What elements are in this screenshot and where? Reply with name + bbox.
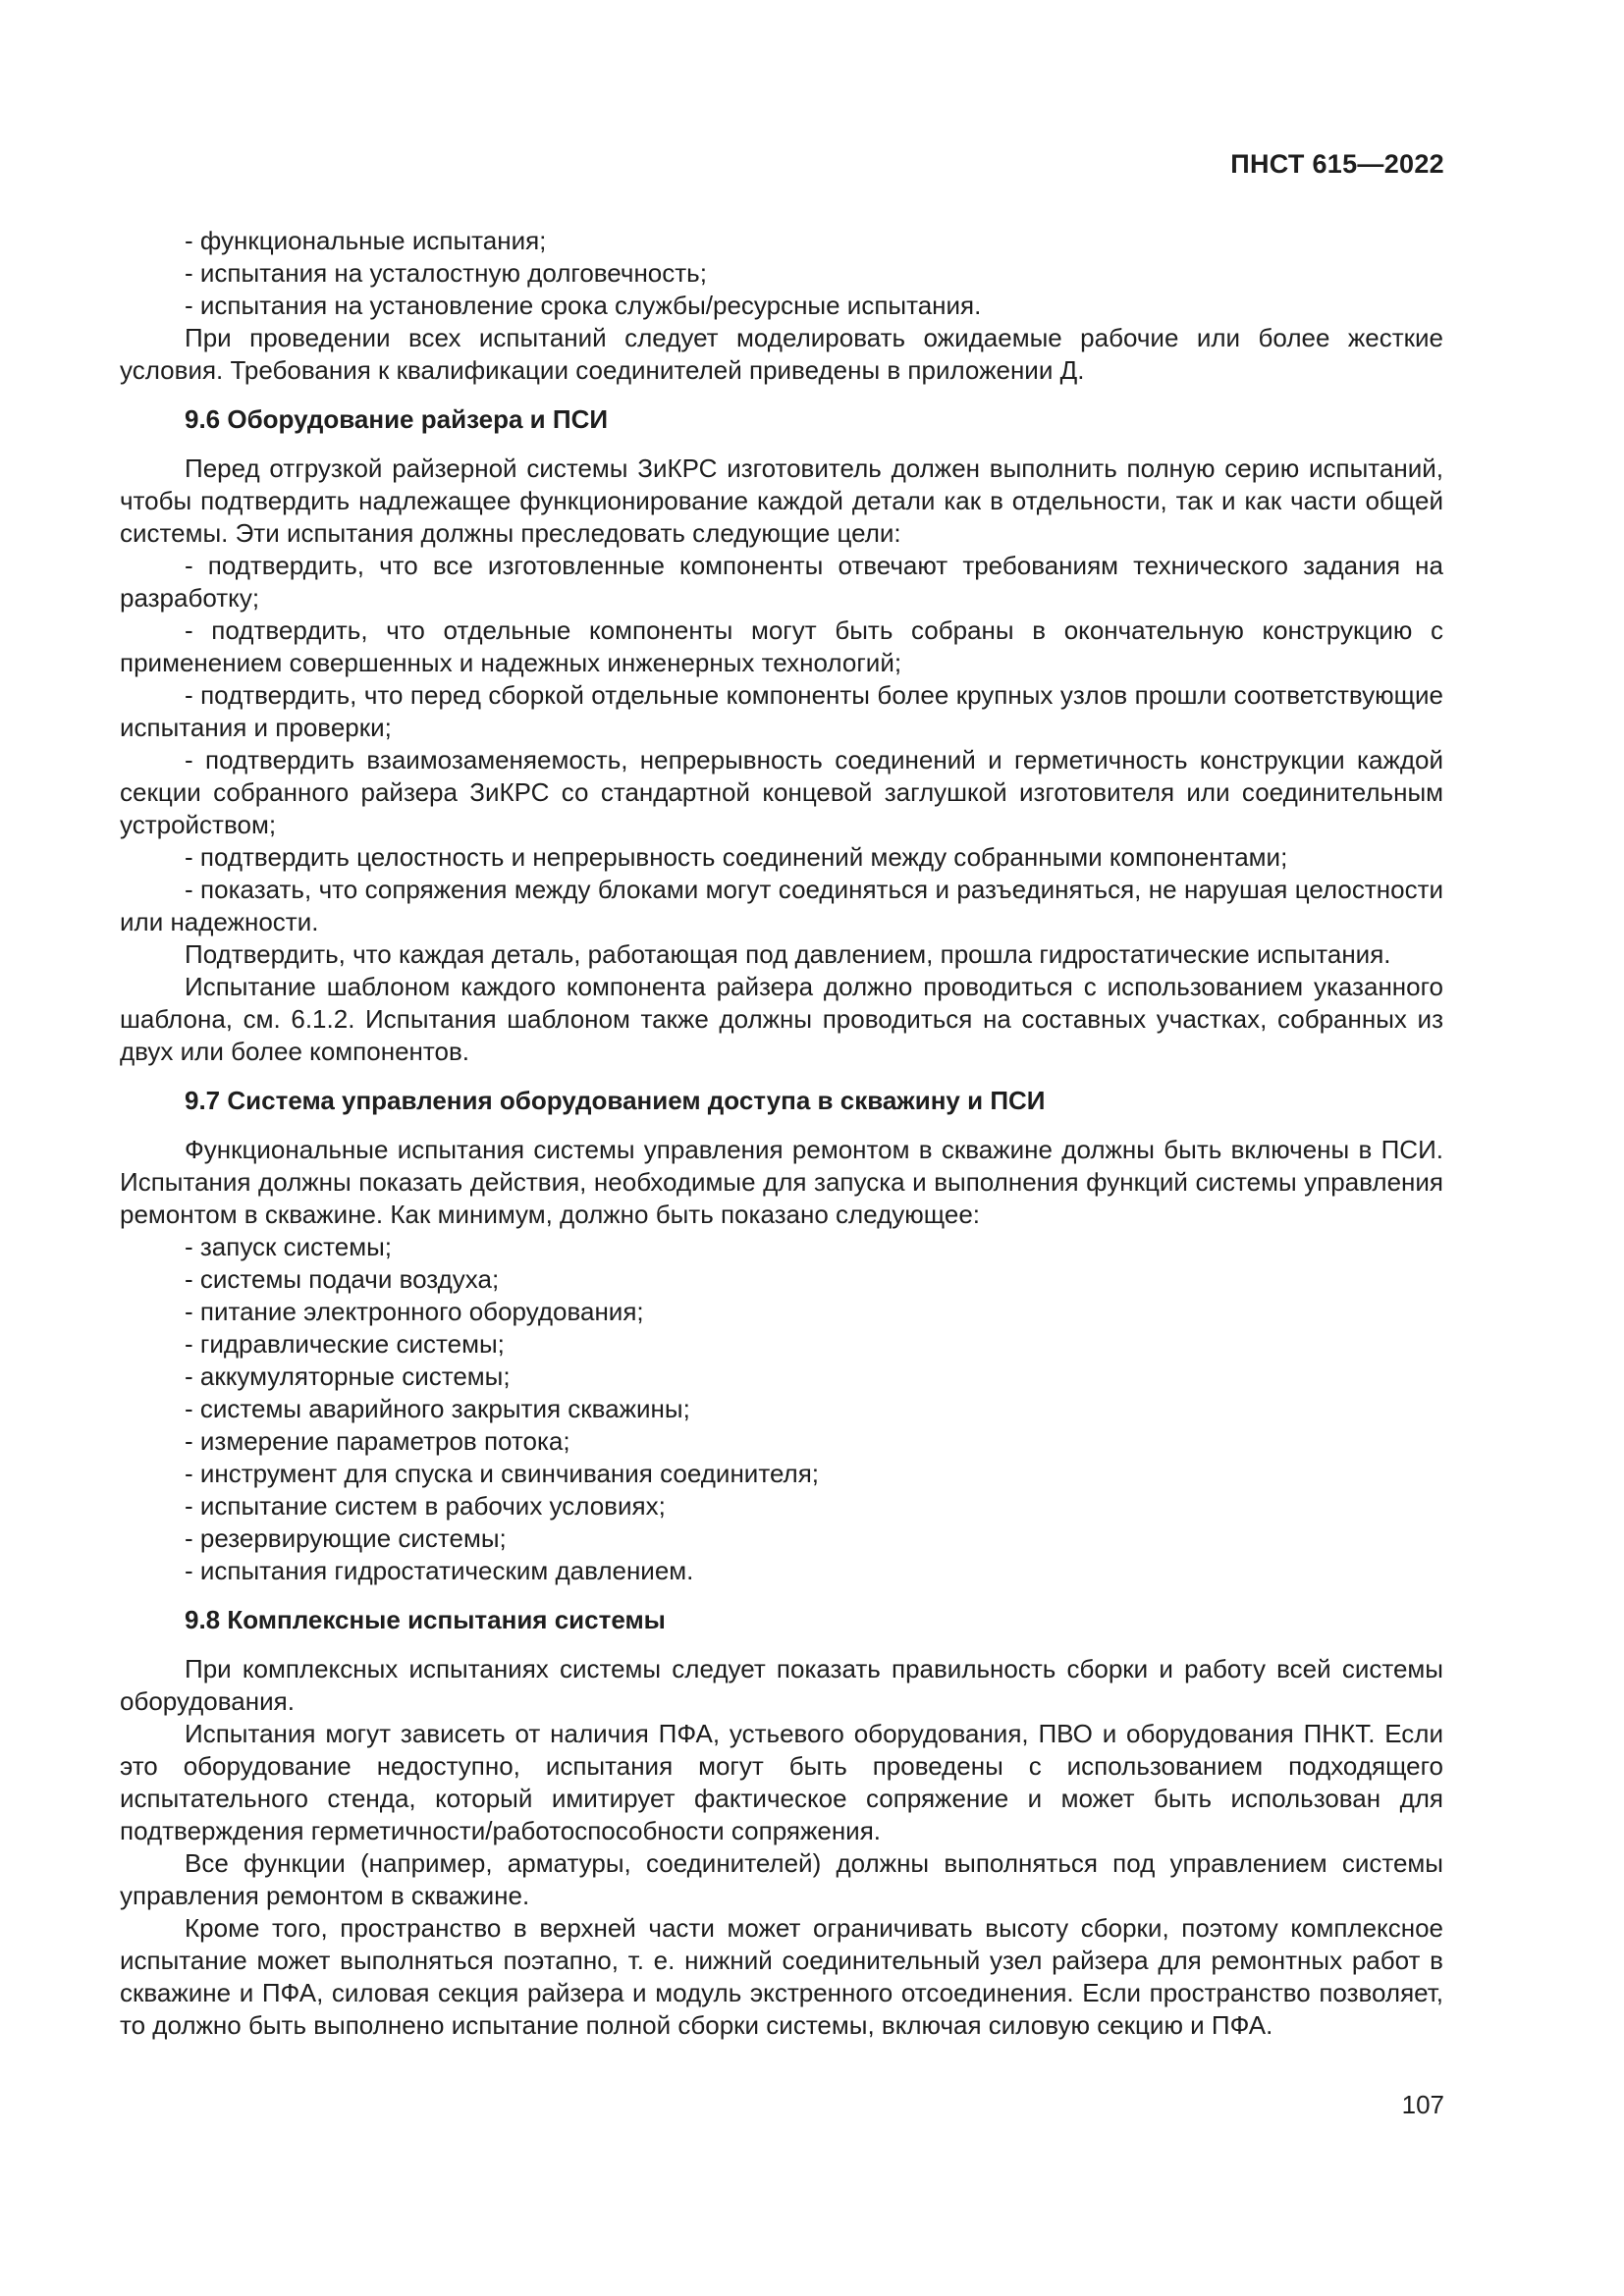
list-item: - резервирующие системы; [185,1523,507,1553]
paragraph: Подтвердить, что каждая деталь, работающая под давлением, прошла гидростатические испытания. [185,939,1391,969]
list-item: - измерение параметров потока; [185,1426,570,1456]
list-item: - показать, что сопряжения между блоками могут соединяться и разъединяться, не нарушая целостности или надежности. [120,875,1443,936]
list-item: - подтвердить, что перед сборкой отдельные компоненты более крупных узлов прошли соответствующие испытания и проверки; [120,680,1443,742]
list-item: - подтвердить, что отдельные компоненты могут быть собраны в окончательную конструкцию с применением совершенных и надежных инженерных технологий; [120,615,1443,677]
section-heading-9-7: 9.7 Система управления оборудованием доступа в скважину и ПСИ [185,1086,1046,1115]
paragraph: Перед отгрузкой райзерной системы ЗиКРС изготовитель должен выполнить полную серию испытаний, чтобы подтвердить надлежащее функционирование каждой детали как в отдельности, так и как части общей системы. Эти испытания должны преследовать следующие цели: [120,454,1443,548]
list-item: - системы аварийного закрытия скважины; [185,1394,690,1423]
list-item: - подтвердить, что все изготовленные компоненты отвечают требованиям технического задания на разработку; [120,551,1443,613]
list-item: - системы подачи воздуха; [185,1264,500,1294]
list-item: - испытания гидростатическим давлением. [185,1556,694,1585]
paragraph: При комплексных испытаниях системы следует показать правильность сборки и работу всей системы оборудования. [120,1654,1443,1716]
paragraph: Испытание шаблоном каждого компонента райзера должно проводиться с использованием указанного шаблона, см. 6.1.2. Испытания шаблоном также должны проводиться на составных участках, собранных из двух или более компонентов. [120,972,1443,1066]
list-item: - подтвердить целостность и непрерывность соединений между собранными компонентами; [185,842,1288,872]
page-number: 107 [1401,2090,1444,2119]
list-item: - функциональные испытания; [185,226,547,255]
document-id-header: ПНСТ 615—2022 [1230,149,1444,179]
paragraph: Все функции (например, арматуры, соединителей) должны выполняться под управлением системы управления ремонтом в скважине. [120,1848,1443,1910]
section-heading-9-6: 9.6 Оборудование райзера и ПСИ [185,404,609,434]
list-item: - питание электронного оборудования; [185,1297,644,1326]
section-heading-9-8: 9.8 Комплексные испытания системы [185,1605,666,1634]
paragraph: Кроме того, пространство в верхней части может ограничивать высоту сборки, поэтому комплексное испытание может выполняться поэтапно, т. е. нижний соединительный узел райзера для ремонтных работ в скважине и ПФА, силовая секция райзера и модуль экстренного отсоединения. Если пространство позволяет, то должно быть выполнено испытание полной сборки системы, включая силовую секцию и ПФА. [120,1913,1443,2040]
list-item: - запуск системы; [185,1232,393,1261]
list-item: - подтвердить взаимозаменяемость, непрерывность соединений и герметичность конструкции каждой секции собранного райзера ЗиКРС со стандартной концевой заглушкой изготовителя или соединительным устройством; [120,745,1443,839]
page-content [120,225,1443,2042]
list-item: - аккумуляторные системы; [185,1362,511,1391]
paragraph: Функциональные испытания системы управления ремонтом в скважине должны быть включены в ПСИ. Испытания должны показать действия, необходимые для запуска и выполнения функций системы управления ремонтом в скважине. Как минимум, должно быть показано следующее: [120,1135,1443,1229]
list-item: - испытание систем в рабочих условиях; [185,1491,666,1521]
paragraph: Испытания могут зависеть от наличия ПФА, устьевого оборудования, ПВО и оборудования ПНКТ. Если это оборудование недоступно, испытания могут быть проведены с использованием подходящего испытательного стенда, который имитирует фактическое сопряжение и может быть использован для подтверждения герметичности/работоспособности сопряжения. [120,1719,1443,1845]
paragraph: При проведении всех испытаний следует моделировать ожидаемые рабочие или более жесткие условия. Требования к квалификации соединителей приведены в приложении Д. [120,323,1443,385]
list-item: - испытания на усталостную долговечность; [185,258,707,288]
list-item: - испытания на установление срока службы/ресурсные испытания. [185,291,982,320]
list-item: - инструмент для спуска и свинчивания соединителя; [185,1459,820,1488]
list-item: - гидравлические системы; [185,1329,505,1359]
